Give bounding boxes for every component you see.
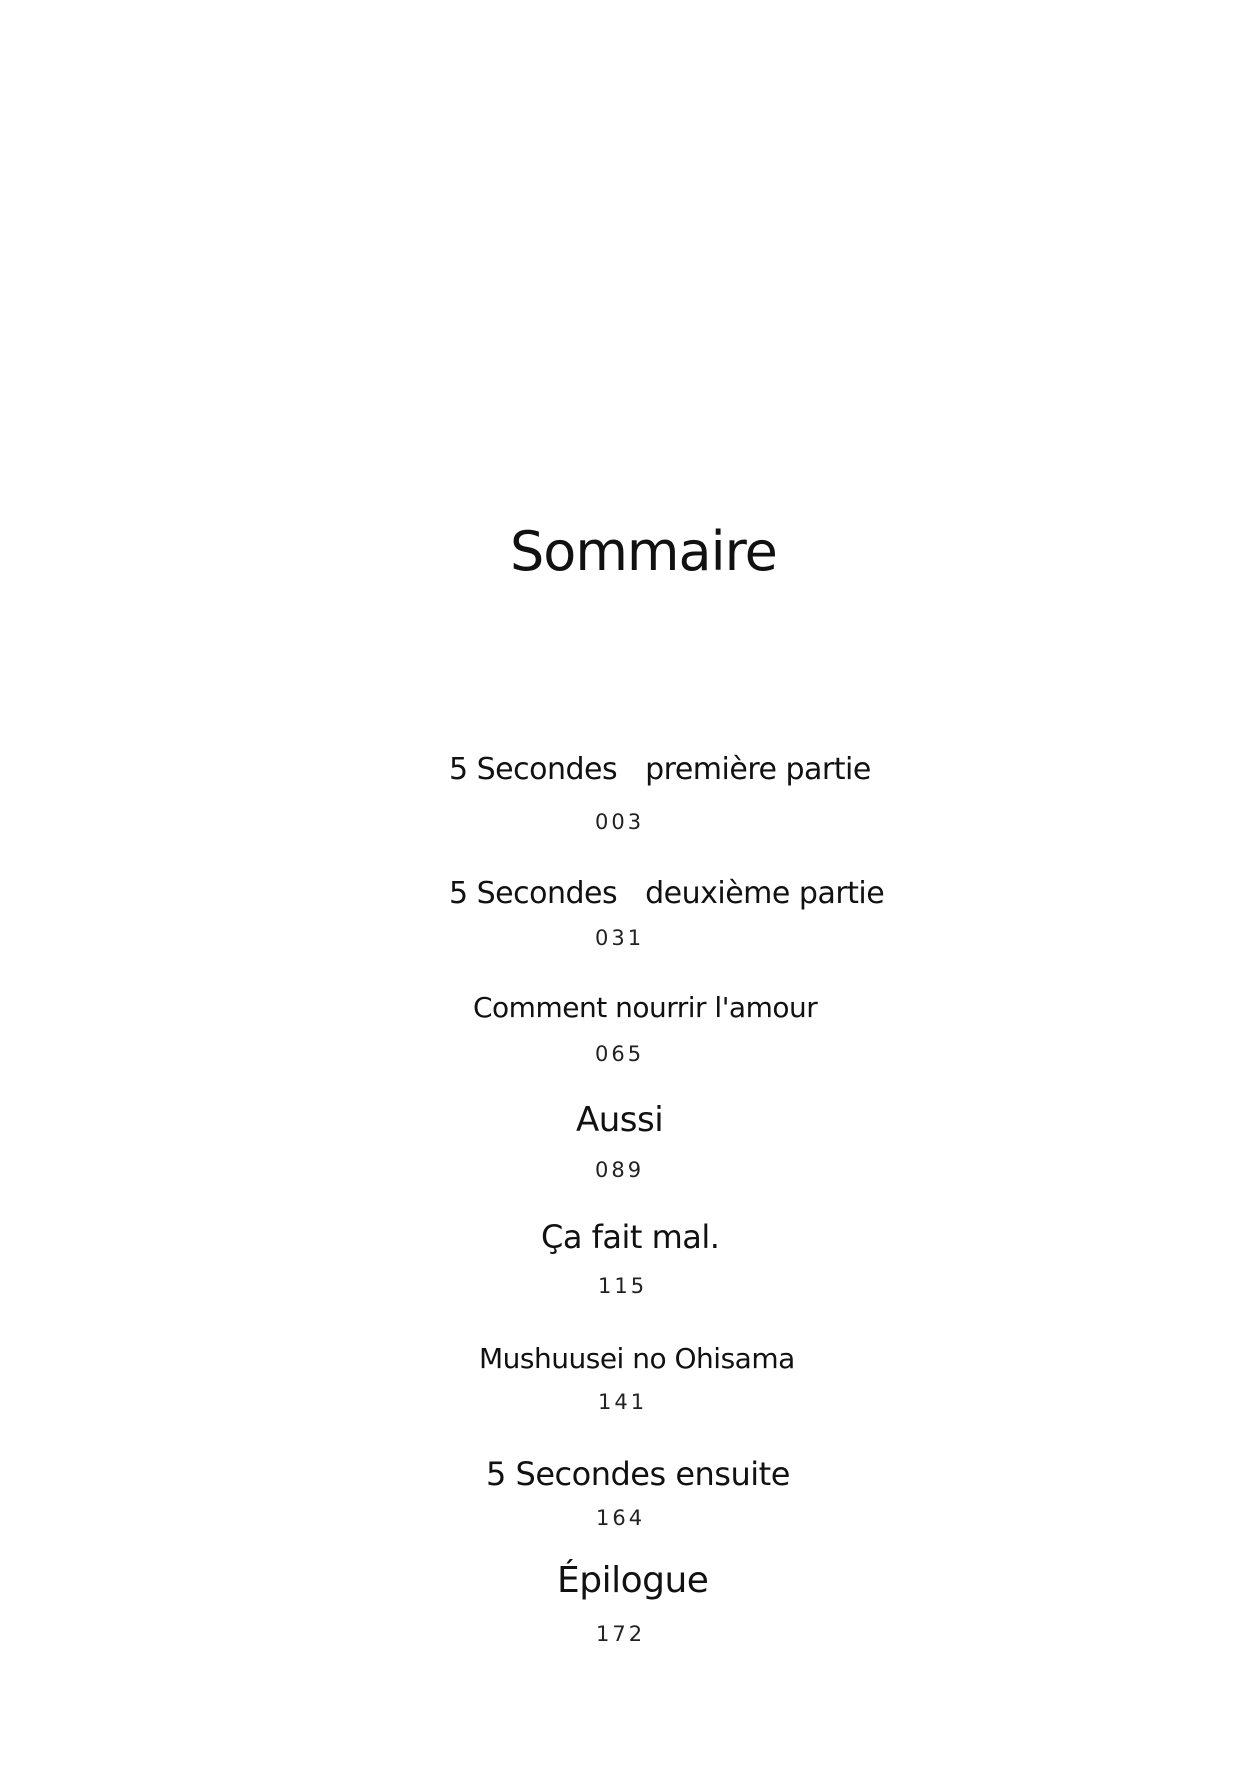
toc-entry-title: Aussi	[576, 1100, 664, 1140]
toc-entry-title: Mushuusei no Ohisama	[479, 1342, 795, 1375]
toc-entry-title-part: première partie	[645, 752, 871, 787]
toc-entry-page-number: 089	[595, 1158, 645, 1182]
page-title: Sommaire	[510, 520, 777, 583]
toc-entry-page-number: 031	[595, 926, 645, 950]
toc-entry-title-part: 5 Secondes	[449, 876, 618, 911]
toc-entry-title-part: 5 Secondes	[449, 752, 618, 787]
toc-entry-title: Épilogue	[557, 1560, 709, 1601]
toc-entry-page-number: 065	[595, 1042, 645, 1066]
toc-entry-title	[449, 752, 871, 787]
toc-entry-title: Ça fait mal.	[541, 1218, 720, 1256]
toc-entry-page-number: 172	[596, 1622, 646, 1646]
toc-entry-title	[449, 876, 884, 911]
toc-entry-page-number: 164	[596, 1506, 646, 1530]
toc-entry-page-number: 003	[595, 810, 645, 834]
toc-entry-title: 5 Secondes ensuite	[486, 1455, 790, 1493]
toc-entry-title: Comment nourrir l'amour	[473, 991, 818, 1024]
toc-entry-title-part: deuxième partie	[645, 876, 885, 911]
toc-entry-page-number: 141	[598, 1390, 648, 1414]
toc-entry-page-number: 115	[598, 1274, 648, 1298]
